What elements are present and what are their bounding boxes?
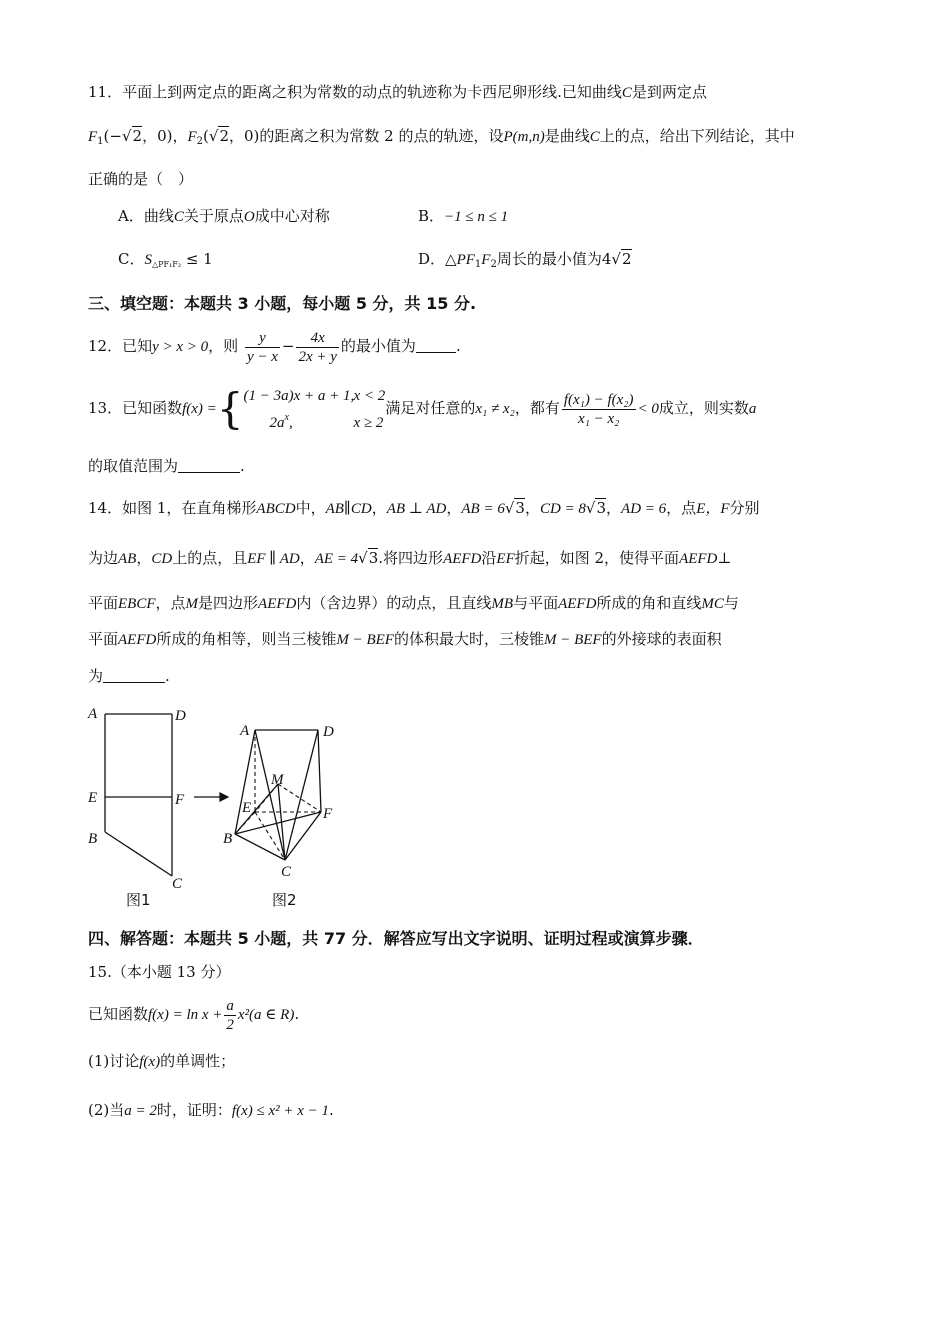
q14-figures: [80, 700, 360, 900]
label-d2: D: [323, 724, 334, 740]
label-e2: E: [242, 800, 252, 816]
figure-1-caption: 图1: [126, 891, 151, 909]
edge-ab2: [235, 730, 255, 834]
q11-option-c: C．$S_{\triangle PF_1F_2} \le 1$: [118, 250, 213, 269]
label-f1: F: [175, 792, 185, 808]
q13-line2: 的取值范围为 .: [88, 457, 245, 475]
q14-line4: 平面AEFD所成的角相等，则当三棱锥M − BEF的体积最大时，三棱锥M − BEF的外接球的表面积: [88, 630, 722, 648]
label-m2: M: [271, 772, 284, 788]
q11-option-d: D．$\triangle PF_1F_2$周长的最小值为4√2: [418, 250, 632, 270]
q12-fraction-1: $\frac{y}{y - x}$: [246, 329, 278, 365]
figure-2: [235, 730, 321, 860]
edge-dc2: [285, 730, 318, 860]
answer-blank[interactable]: [178, 458, 240, 473]
q13-line1: 13．已知函数f(x) ={ (1 − 3a)x + a + 1,x < 2 2ax, x ≥ 2 满足对任意的x₁ ≠ x₂，都有 $\frac{\text{f(x₁) − f(x₂)}}{\text{x₁ − x₂}}$ < 0成立，则实数a: [88, 384, 757, 433]
section3-title: 三、填空题：本题共 3 小题，每小题 5 分，共 15 分.: [88, 294, 477, 313]
edge-bc: [105, 832, 172, 876]
q11-number: 11．: [88, 83, 123, 101]
section4-title: 四、解答题：本题共 5 小题，共 77 分．解答应写出文字说明、证明过程或演算步骤．: [88, 929, 704, 948]
sqrt-symbol: √: [121, 127, 132, 145]
q13-piecewise: (1 − 3a)x + a + 1,x < 2 2ax, x ≥ 2: [243, 387, 386, 431]
q15-header: 15.（本小题 13 分）: [88, 963, 231, 981]
q15-fraction: $\frac{a}{2}$: [226, 997, 234, 1033]
q14-line5: 为 .: [88, 667, 170, 685]
label-f2: F: [323, 806, 333, 822]
q11-line3: 正确的是（ ）: [88, 170, 194, 188]
q15-part2: (2)当a = 2时，证明：f(x) ≤ x² + x − 1.: [88, 1101, 334, 1119]
figure-2-caption: 图2: [272, 891, 297, 909]
q12-fraction-2: $\frac{4x}{2x + y}$: [298, 329, 337, 365]
label-c2: C: [281, 864, 292, 880]
q11-line1: 11．平面上到两定点的距离之积为常数的动点的轨迹称为卡西尼卵形线.已知曲线C是到两定点: [88, 83, 707, 101]
answer-blank[interactable]: [416, 338, 456, 353]
label-a1: A: [88, 706, 98, 722]
answer-blank[interactable]: [103, 668, 165, 683]
q14-line3: 平面EBCF，点M是四边形AEFD内（含边界）的动点，且直线MB与平面AEFD所成的角和直线MC与: [88, 594, 739, 612]
edge-bc2: [235, 834, 285, 860]
q14-line1: 14．如图 1，在直角梯形ABCD中，AB∥CD，AB ⊥ AD，AB = 6√3，CD = 8√3，AD = 6，点E，F分别: [88, 499, 760, 517]
arrow-icon: [194, 793, 228, 801]
label-b1: B: [88, 831, 98, 847]
q15-line1: 已知函数f(x) = ln x + $\frac{a}{2}$ x²(a ∈ R).: [88, 997, 300, 1033]
label-c1: C: [172, 876, 183, 892]
q13-fraction: $\frac{\text{f(x₁) − f(x₂)}}{\text{x₁ − x₂}}$: [563, 391, 634, 427]
label-d1: D: [175, 708, 186, 724]
brace-symbol: {: [216, 384, 244, 433]
q15-part1: (1)讨论f(x)的单调性；: [88, 1052, 236, 1070]
q11-option-a: A．曲线C关于原点O成中心对称: [118, 207, 330, 225]
label-b2: B: [223, 831, 233, 847]
edge-mf2: [278, 784, 321, 812]
label-a2: A: [240, 723, 250, 739]
edge-ac2: [255, 730, 285, 860]
fig1-labels: [87, 706, 186, 892]
edge-df2: [318, 730, 321, 812]
label-e1: E: [88, 790, 98, 806]
figure-1: [105, 714, 172, 876]
q14-line2: 为边AB，CD上的点，且EF ∥ AD，AE = 4√3.将四边形AEFD沿EF折起，如图 2，使得平面AEFD⊥: [88, 549, 732, 567]
q12: 12．已知y > x > 0，则 $\frac{y}{y - x}$ − $\frac{4x}{2x + y}$ 的最小值为 .: [88, 329, 461, 365]
q11-line2: $F_1(-√2$，0)，$F_2(√2$，0)的距离之积为常数 2 的点的轨迹，设P(m,n)是曲线C上的点，给出下列结论，其中: [88, 127, 795, 147]
q11-option-b: B．−1 ≤ n ≤ 1: [418, 207, 509, 225]
